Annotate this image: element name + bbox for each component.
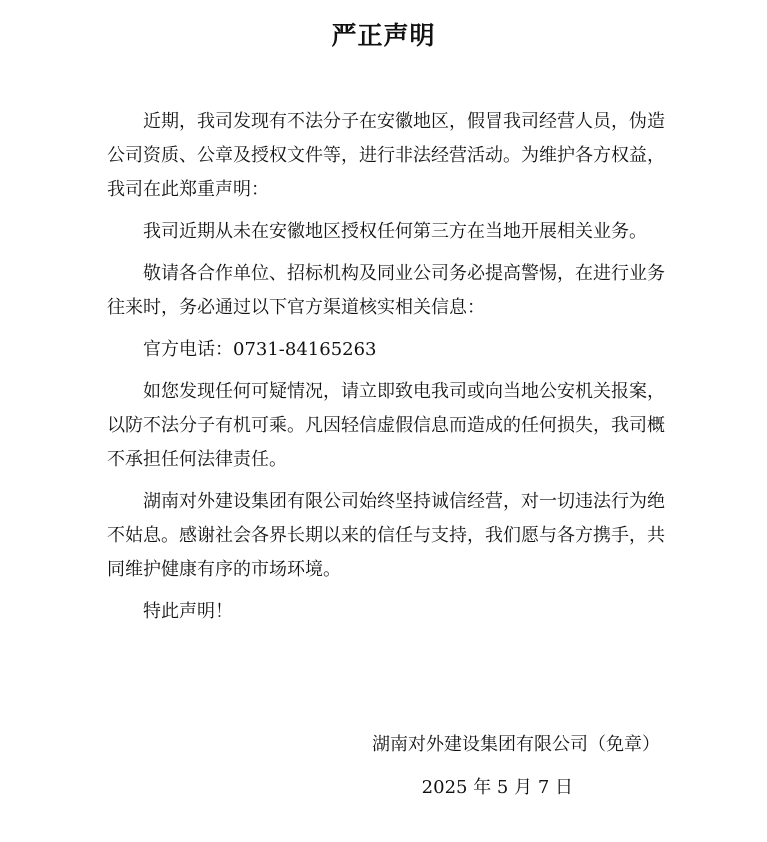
signature-date: 2025 年 5 月 7 日 [421,777,573,798]
official-phone: 官方电话：0731-84165263 [143,339,377,360]
document-title: 严正声明 [331,21,436,50]
paragraph-closing: 特此声明！ [143,601,233,622]
paragraph-intro: 近期，我司发现有不法分子在安徽地区，假冒我司经营人员，伪造公司资质、公章及授权文件等，进行非法经营活动。为维护各方权益，我司在此郑重声明： [107,111,665,200]
paragraph-no-authorization: 我司近期从未在安徽地区授权任何第三方在当地开展相关业务。 [143,221,647,242]
paragraph-company-commitment: 湖南对外建设集团有限公司始终坚持诚信经营，对一切违法行为绝不姑息。感谢社会各界长期以来的信任与支持，我们愿与各方携手，共同维护健康有序的市场环境。 [107,491,665,580]
statement-body [107,105,665,637]
signature-organization: 湖南对外建设集团有限公司（免章） [372,734,660,755]
paragraph-verify-notice: 敬请各合作单位、招标机构及同业公司务必提高警惕，在进行业务往来时，务必通过以下官方渠道核实相关信息： [107,263,665,318]
paragraph-report-warning: 如您发现任何可疑情况，请立即致电我司或向当地公安机关报案，以防不法分子有机可乘。凡因轻信虚假信息而造成的任何损失，我司概不承担任何法律责任。 [107,381,665,470]
